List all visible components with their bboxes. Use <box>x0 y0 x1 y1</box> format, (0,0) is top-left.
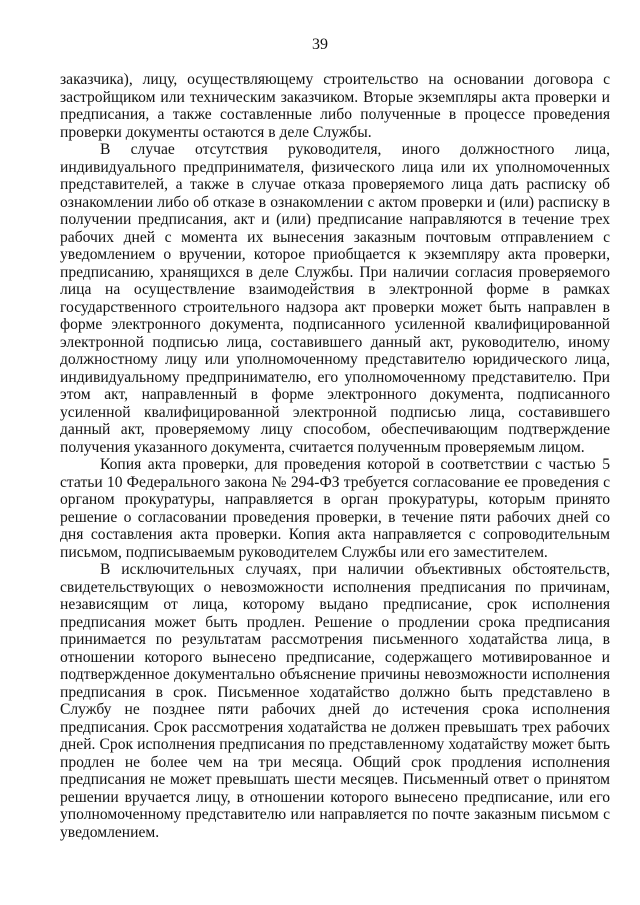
paragraph-continuation: заказчика), лицу, осуществляющему строительство на основании договора с застройщиком или техническим заказчиком. Вторые экземпляры акта проверки и предписания, а также составленные либо полученные в процессе проведения проверки документы остаются в деле Службы. <box>60 71 610 141</box>
paragraph-absence-of-manager: В случае отсутствия руководителя, иного должностного лица, индивидуального предпринимателя, физического лица или их уполномоченных представителей, а также в случае отказа проверяемого лица дать расписку об ознакомлении либо об отказе в ознакомлении с актом проверки и (или) расписку в получении предписания, акт и (или) предписание направляются в течение трех рабочих дней с момента их вынесения заказным почтовым отправлением с уведомлением о вручении, которое приобщается к экземпляру акта проверки, предписанию, хранящихся в деле Службы. При наличии согласия проверяемого лица на осуществление взаимодействия в электронной форме в рамках государственного строительного надзора акт проверки может быть направлен в форме электронного документа, подписанного усиленной квалифицированной электронной подписью лица, составившего данный акт, руководителю, иному должностному лицу или уполномоченному представителю юридического лица, индивидуальному предпринимателю, его уполномоченному представителю. При этом акт, направленный в форме электронного документа, подписанного усиленной квалифицированной электронной подписью лица, составившего данный акт, проверяемому лицу способом, обеспечивающим подтверждение получения указанного документа, считается полученным проверяемым лицом. <box>60 141 610 456</box>
page-number: 39 <box>312 36 328 53</box>
paragraph-prosecutor-copy: Копия акта проверки, для проведения которой в соответствии с частью 5 статьи 10 Федерального закона № 294-ФЗ требуется согласование ее проведения с органом прокуратуры, направляется в орган прокуратуры, которым принято решение о согласовании проведения проверки, в течение пяти рабочих дней со дня составления акта проверки. Копия акта направляется с сопроводительным письмом, подписываемым руководителем Службы или его заместителем. <box>60 456 610 561</box>
paragraph-extension-of-term: В исключительных случаях, при наличии объективных обстоятельств, свидетельствующих о невозможности исполнения предписания по причинам, независящим от лица, которому выдано предписание, срок исполнения предписания может быть продлен. Решение о продлении срока предписания принимается по результатам рассмотрения письменного ходатайства лица, в отношении которого вынесено предписание, содержащего мотивированное и подтвержденное документально объяснение причины невозможности исполнения предписания в срок. Письменное ходатайство должно быть представлено в Службу не позднее пяти рабочих дней до истечения срока исполнения предписания. Срок рассмотрения ходатайства не должен превышать трех рабочих дней. Срок исполнения предписания по представленному ходатайству может быть продлен не более чем на три месяца. Общий срок продления исполнения предписания не может превышать шести месяцев. Письменный ответ о принятом решении вручается лицу, в отношении которого вынесено предписание, или его уполномоченному представителю или направляется по почте заказным письмом с уведомлением. <box>60 561 610 841</box>
document-body <box>60 71 610 841</box>
